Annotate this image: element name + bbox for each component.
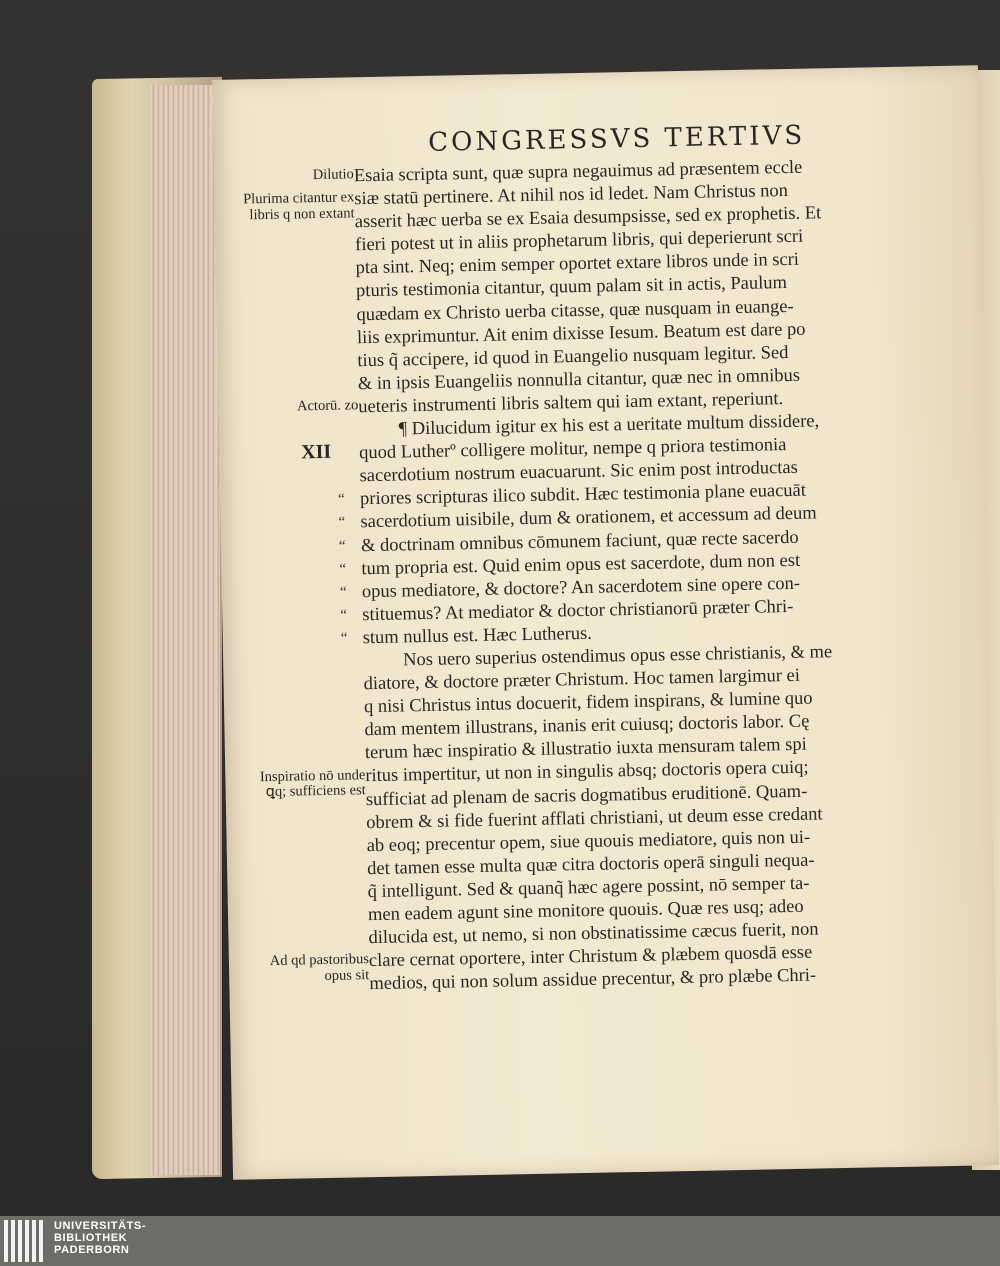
quote-mark: “ [339,584,347,601]
text-line: ¶ Dilucidum igitur ex his est a ueritate multum dissidere, [398,411,820,440]
text-line: ueteris instrumenti libris saltem qui iam extant, reperiunt. [358,389,784,418]
text-line: tius q̃ accipere, id quod in Euangelio nusquam legitur. Sed [357,342,789,372]
text-line: “ opus mediatore, & doctore? An sacerdotem sine opere con- [362,569,962,604]
text-line: dam mentem illustrans, inanis erit cuiusq; doctoris labor. Cę [364,711,810,741]
text-line: det tamen esse multa quæ citra doctoris operā singuli nequa- [366,850,815,879]
text-line: fieri potest ut in aliis prophetarum libris, qui deperierunt scri [355,226,804,256]
text-line: Esaia scripta sunt, quæ supra negauimus ad præsentem eccle [353,157,803,187]
text-line: sacerdotium nostrum euacuarunt. Sic enim post introductas [359,458,798,487]
text-line: “ priores scripturas ilico subdit. Hæc testimonia plane euacuāt [360,477,960,512]
text-line: sufficiat ad plenam de sacris dogmatibus eruditionē. Quam- [365,781,808,810]
text-line: liis exprimuntur. Ait enim dixisse Iesum. Beatum est dare po [356,319,806,348]
text-line: medios, qui non solum assidue precentur, & pro plæbe Chri- [369,965,817,995]
library-footer [0,1216,1000,1266]
text-line: Nos uero superius ostendimus opus esse christianis, & me [402,642,833,671]
margin-notes [243,165,370,984]
text-line: “ & doctrinam omnibus cōmunem faciunt, quæ recte sacerdo [361,523,961,558]
library-name-line3: PADERBORN [54,1244,130,1256]
library-name [54,1220,146,1256]
text-line: siæ statū pertinere. At nihil nos id ledet. Nam Christus non [354,181,789,210]
margin-note-actorum: Actorū. zo [296,397,359,415]
text-line: “ stituemus? At mediator & doctor christianorū præter Chri- [362,592,962,627]
body-text [337,154,970,997]
text-line: clare cernat oportere, inter Christum & plæbem quosdā esse [368,942,813,972]
text-line: obrem & si fide fuerint afflati christiani, ut deum esse credant [366,804,823,833]
library-logo-icon [4,1220,46,1262]
quote-mark: “ [340,607,348,624]
text-line: “ sacerdotium uisibile, dum & orationem, et accessum ad deum [360,500,960,535]
quote-mark: “ [339,561,347,578]
margin-note-adqd: Ad qd pastoribus opus sit [269,951,370,984]
library-name-line2: BIBLIOTHEK [54,1232,128,1244]
text-line: quod Lutherº colligere molitur, nempe q priora testimonia [359,435,787,464]
text-line: & in ipsis Euangeliis nonnulla citantur, quæ nec in omnibus [357,365,801,395]
margin-note-plurima: Plurima citantur ex libris q non extant [243,189,355,223]
margin-note-inspiratio: Inspiratio nō unde ꝗq; sufficiens est [259,766,366,801]
text-line: men eadem agunt sine monitore quouis. Quæ res usq; adeo [367,896,804,926]
text-line: terum hæc inspiratio & illustratio iuxta mensuram talem spi [364,735,807,764]
text-line: “ tum propria est. Quid enim opus est sacerdote, dum non est [361,546,961,581]
text-line: asserit hæc uerba se ex Esaia desumpsisse, sed ex prophetis. Et [354,203,822,233]
text-line: “ stum nullus est. Hæc Lutherus. [363,616,963,651]
library-name-line1: UNIVERSITÄTS- [54,1220,147,1232]
text-line: pturis testimonia citantur, quum palam sit in actis, Paulum [355,273,788,302]
running-title: CONGRESSVS TERTIVS [427,120,806,158]
book-page [212,65,999,1180]
margin-note-dilutio: Dilutio [312,166,354,184]
text-line: ab eoq; precentur opem, siue quouis mediatore, quis non ui- [366,827,811,856]
text-line: pta sint. Neq; enim semper oportet extare libros unde in scri [355,250,800,279]
text-line: ritus impertitur, ut non in singulis absq; doctoris opera cuiq; [365,758,809,787]
quote-mark: “ [338,538,346,555]
margin-note-roman: XII [300,440,332,464]
quote-mark: “ [340,630,348,647]
page-stack [150,85,220,1175]
quote-mark: “ [338,514,346,532]
text-line: dilucida est, ut nemo, si non obstinatissime cæcus fuerit, non [368,919,819,949]
text-line: quædam ex Christo uerba citasse, quæ nusquam in euange- [356,296,794,325]
text-line: q̃ intelligunt. Sed & quanq̃ hæc agere possint, nō semper ta- [367,873,810,903]
text-line: q nisi Christus intus docuerit, fidem inspirans, & lumine quo [363,688,813,718]
text-line: diatore, & doctore præter Christum. Hoc tamen largimur ei [363,665,801,695]
quote-mark: “ [337,491,345,508]
